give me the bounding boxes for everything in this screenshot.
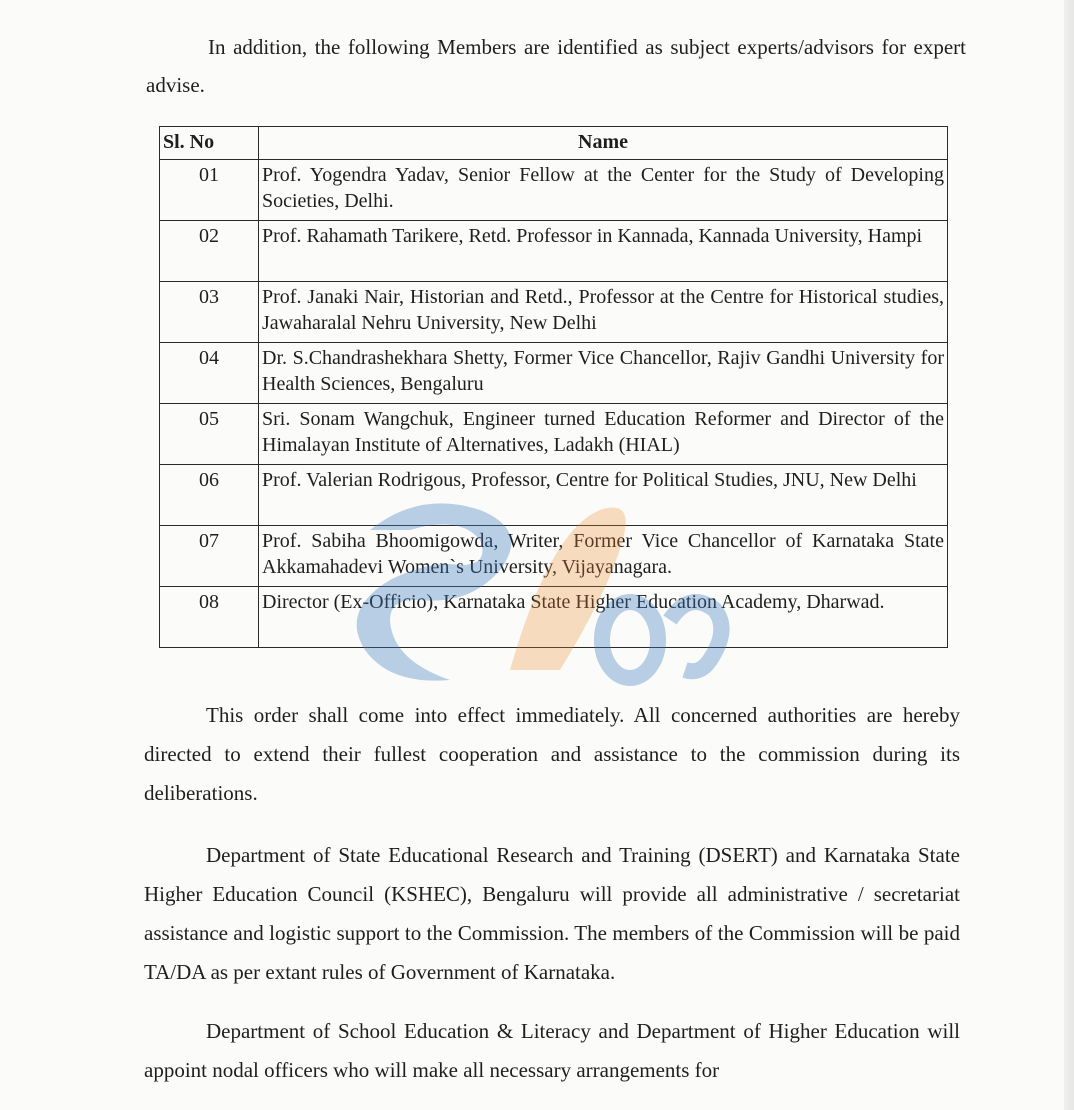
row-name: Prof. Sabiha Bhoomigowda, Writer, Former Vice Chancellor of Karnataka State Akkamahadevi Women`s University, Vijayanagara. xyxy=(259,526,948,587)
header-sl-no: Sl. No xyxy=(160,127,259,160)
row-name: Prof. Rahamath Tarikere, Retd. Professor in Kannada, Kannada University, Hampi xyxy=(259,221,948,282)
table-row xyxy=(160,160,948,221)
header-name: Name xyxy=(259,127,948,160)
row-sl-no: 05 xyxy=(160,404,259,465)
row-name: Prof. Yogendra Yadav, Senior Fellow at the Center for the Study of Developing Societies, Delhi. xyxy=(259,160,948,221)
effect-paragraph: This order shall come into effect immediately. All concerned authorities are hereby directed to extend their fullest cooperation and assistance to the commission during its deliberations. xyxy=(144,703,960,805)
table-row xyxy=(160,587,948,648)
table-row xyxy=(160,282,948,343)
row-sl-no: 08 xyxy=(160,587,259,648)
row-name: Dr. S.Chandrashekhara Shetty, Former Vice Chancellor, Rajiv Gandhi University for Health Sciences, Bengaluru xyxy=(259,343,948,404)
table-row xyxy=(160,221,948,282)
row-sl-no: 01 xyxy=(160,160,259,221)
row-name: Sri. Sonam Wangchuk, Engineer turned Education Reformer and Director of the Himalayan Institute of Alternatives, Ladakh (HIAL) xyxy=(259,404,948,465)
row-sl-no: 06 xyxy=(160,465,259,526)
support-paragraph: Department of State Educational Research and Training (DSERT) and Karnataka State Higher Education Council (KSHEC), Bengaluru will provide all administrative / secretariat assistance and logistic support to the Commission. The members of the Commission will be paid TA/DA as per extant rules of Government of Karnataka. xyxy=(144,843,960,984)
row-name: Prof. Janaki Nair, Historian and Retd., Professor at the Centre for Historical studies, Jawaharalal Nehru University, New Delhi xyxy=(259,282,948,343)
row-sl-no: 07 xyxy=(160,526,259,587)
row-sl-no: 03 xyxy=(160,282,259,343)
row-name: Prof. Valerian Rodrigous, Professor, Centre for Political Studies, JNU, New Delhi xyxy=(259,465,948,526)
experts-table xyxy=(159,126,948,648)
table-header-row xyxy=(160,127,948,160)
row-sl-no: 02 xyxy=(160,221,259,282)
row-sl-no: 04 xyxy=(160,343,259,404)
intro-paragraph: In addition, the following Members are identified as subject experts/advisors for expert advise. xyxy=(146,35,966,97)
table-row xyxy=(160,526,948,587)
nodal-officers-paragraph: Department of School Education & Literacy and Department of Higher Education will appoint nodal officers who will make all necessary arrangements for xyxy=(144,1019,960,1082)
table-row xyxy=(160,465,948,526)
scan-edge xyxy=(1064,0,1074,1110)
table-row xyxy=(160,404,948,465)
row-name: Director (Ex-Officio), Karnataka State Higher Education Academy, Dharwad. xyxy=(259,587,948,648)
table-row xyxy=(160,343,948,404)
